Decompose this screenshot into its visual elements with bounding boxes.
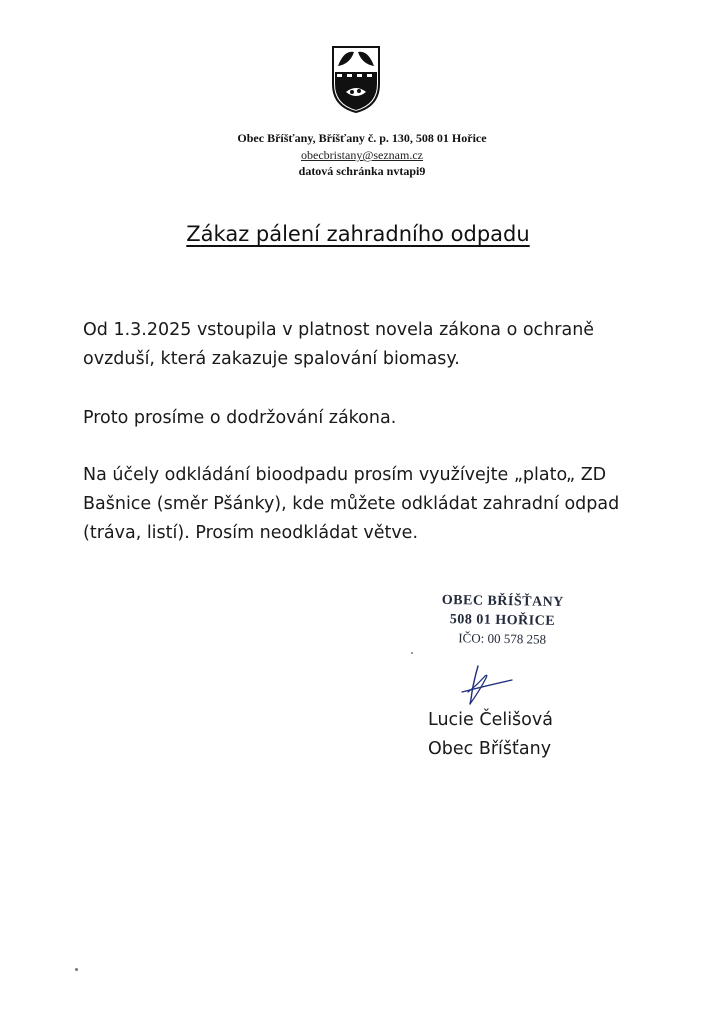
body-paragraph-3: Na účely odkládání bioodpadu prosím využívejte „plato„ ZD Bašnice (směr Pšánky), kde můžete odkládat zahradní odpad (tráva, listí). Prosím neodkládat větve. [83, 465, 620, 543]
scan-speck [75, 968, 78, 971]
signer-organization: Obec Bříšťany [428, 739, 552, 759]
body-paragraph-2: Proto prosíme o dodržování zákona. [83, 408, 397, 428]
stamp-line-ico: IČO: 00 578 258 [458, 630, 547, 647]
document-title: Zákaz pálení zahradního odpadu [186, 222, 530, 246]
letterhead-address: Obec Bříšťany, Bříšťany č. p. 130, 508 01 Hořice [237, 131, 487, 145]
scan-speck [411, 652, 413, 654]
letterhead-data-box: datová schránka nvtapi9 [298, 164, 426, 178]
letterhead-email: obecbristany@seznam.cz [301, 148, 423, 162]
official-stamp [415, 590, 591, 649]
handwritten-signature-icon [450, 662, 520, 707]
signer-name: Lucie Čelišová [428, 710, 553, 730]
stamp-line-name: OBEC BŘÍŠŤANY [441, 592, 564, 611]
body-paragraph-1: Od 1.3.2025 vstoupila v platnost novela zákona o ochraně ovzduší, která zakazuje spalování biomasy. [83, 320, 595, 369]
municipal-coat-of-arms-icon [330, 44, 382, 114]
stamp-line-city: 508 01 HOŘICE [449, 612, 556, 629]
